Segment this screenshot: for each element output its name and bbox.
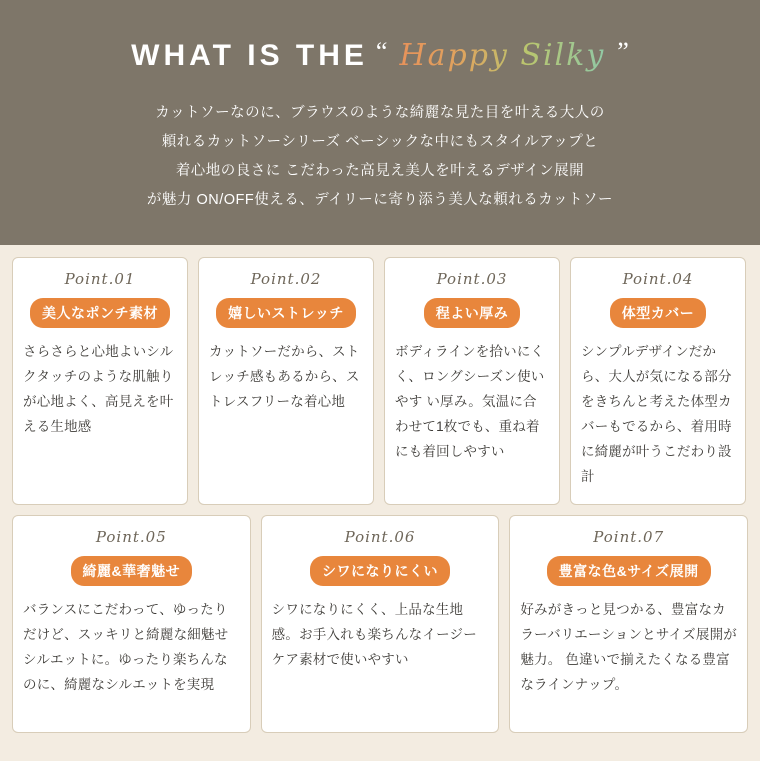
point-card-04 (570, 257, 746, 505)
header-lead-text (20, 99, 740, 215)
points-section (0, 245, 760, 733)
point-badge: 美人なポンチ素材 (30, 298, 170, 328)
point-label: Point.07 (593, 528, 665, 546)
badge-wrap (520, 556, 737, 586)
point-badge: シワになりにくい (310, 556, 450, 586)
point-body: ボディラインを拾いにくく、ロングシーズン使いやす い厚み。気温に合わせて1枚でも、重ね着にも着回しやすい (395, 344, 545, 459)
page-title (20, 38, 740, 73)
point-body: さらさらと心地よいシルクタッチのような肌触りが心地よく、高見えを叶える生地感 (23, 344, 174, 434)
points-row-2 (12, 515, 748, 733)
badge-wrap (272, 556, 489, 586)
title-main-text: WHAT IS THE (131, 38, 368, 72)
point-label: Point.01 (64, 270, 136, 288)
point-body: シンプルデザインだから、大人が気になる部分をきちんと考えた体型カバーもでるから、着用時に綺麗が叶うこだわり設計 (581, 344, 732, 484)
points-row-1 (12, 257, 748, 505)
point-body: バランスにこだわって、ゆったりだけど、スッキリと綺麗な細魅せシルエットに。ゆったり楽ちんなのに、綺麗なシルエットを実現 (23, 602, 229, 692)
point-label: Point.04 (622, 270, 694, 288)
point-badge: 豊富な色&サイズ展開 (547, 556, 711, 586)
point-label: Point.03 (436, 270, 508, 288)
badge-wrap (209, 298, 363, 328)
lead-line-1: カットソーなのに、ブラウスのような綺麗な見た目を叶える大人の (155, 105, 605, 121)
point-badge: 綺麗&華奢魅せ (71, 556, 193, 586)
point-body: カットソーだから、ストレッチ感もあるから、ストレスフリーな着心地 (209, 344, 360, 409)
header-banner (0, 0, 760, 245)
lead-line-3: 着心地の良さに こだわった高見え美人を叶えるデザイン展開 (175, 163, 585, 179)
quote-close: ” (617, 36, 629, 66)
point-card-06 (261, 515, 500, 733)
point-body: 好みがきっと見つかる、豊富なカラーバリエーションとサイズ展開が魅力。 色違いで揃えたくなる豊富なラインナップ。 (520, 602, 737, 692)
lead-line-2: 頼れるカットソーシリーズ ベーシックな中にもスタイルアップと (161, 134, 599, 150)
brand-script-text: Happy Silky (395, 38, 609, 73)
point-card-07 (509, 515, 748, 733)
badge-wrap (395, 298, 549, 328)
point-badge: 嬉しいストレッチ (216, 298, 356, 328)
point-card-01 (12, 257, 188, 505)
point-label: Point.05 (95, 528, 167, 546)
point-badge: 程よい厚み (424, 298, 521, 328)
point-label: Point.02 (250, 270, 322, 288)
badge-wrap (23, 298, 177, 328)
quote-open: “ (375, 36, 388, 66)
point-card-03 (384, 257, 560, 505)
point-card-05 (12, 515, 251, 733)
badge-wrap (23, 556, 240, 586)
lead-line-4: が魅力 ON/OFF使える、デイリーに寄り添う美人な頼れるカットソー (146, 192, 614, 208)
badge-wrap (581, 298, 735, 328)
point-badge: 体型カバー (610, 298, 707, 328)
point-label: Point.06 (344, 528, 416, 546)
point-body: シワになりにくく、上品な生地感。お手入れも楽ちんなイージーケア素材で使いやすい (271, 602, 477, 667)
point-card-02 (198, 257, 374, 505)
